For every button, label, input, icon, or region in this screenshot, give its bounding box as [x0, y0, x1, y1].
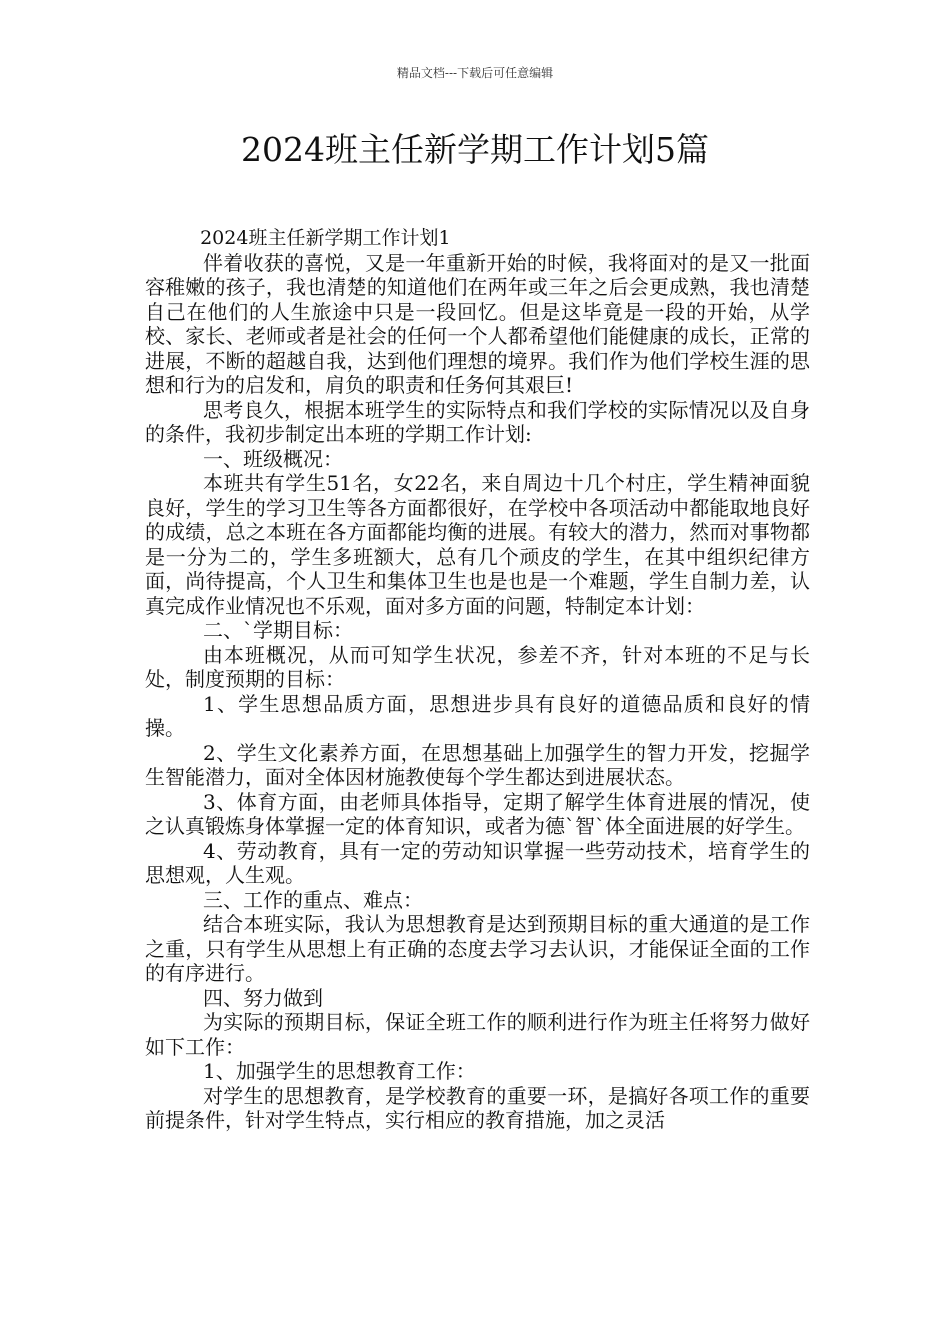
document-title: 2024班主任新学期工作计划5篇 — [241, 130, 709, 169]
list-item: 4、劳动教育，具有一定的劳动知识掌握一些劳动技术，培育学生的思想观，人生观。 — [145, 838, 810, 887]
paragraph: 结合本班实际，我认为思想教育是达到预期目标的重大通道的是工作之重，只有学生从思想上有正确的态度去学习去认识，才能保证全面的工作的有序进行。 — [145, 912, 810, 985]
list-item: 2、学生文化素养方面，在思想基础上加强学生的智力开发，挖掘学生智能潜力，面对全体因材施教使每个学生都达到进展状态。 — [145, 740, 810, 789]
paragraph: 思考良久，根据本班学生的实际特点和我们学校的实际情况以及自身的条件，我初步制定出本班的学期工作计划: — [145, 397, 810, 446]
section-heading: 2024班主任新学期工作计划1 — [200, 227, 451, 249]
paragraph: 为实际的预期目标，保证全班工作的顺利进行作为班主任将努力做好如下工作： — [145, 1010, 810, 1059]
section-heading: 一、班级概况： — [203, 446, 343, 471]
paragraph: 伴着收获的喜悦，又是一年重新开始的时候，我将面对的是又一批面容稚嫩的孩子，我也清楚的知道他们在两年或三年之后会更成熟，我也清楚自己在他们的人生旅途中只是一段回忆。但是这毕竟是一段的开始，从学校、家长、老师或者是社会的任何一个人都希望他们能健康的成长，正常的进展，不断的超越自我，达到他们理想的境界。我们作为他们学校生涯的思想和行为的启发和，肩负的职责和任务何其艰巨! — [145, 250, 810, 397]
list-item: 3、体育方面，由老师具体指导，定期了解学生体育进展的情况，使之认真锻炼身体掌握一定的体育知识，或者为德`智`体全面进展的好学生。 — [145, 789, 810, 838]
paragraph: 由本班概况，从而可知学生状况，参差不齐，针对本班的不足与长处，制度预期的目标： — [145, 642, 810, 691]
list-item: 1、加强学生的思想教育工作： — [203, 1059, 476, 1083]
list-item: 1、学生思想品质方面，思想进步具有良好的道德品质和良好的情操。 — [145, 691, 810, 740]
paragraph: 本班共有学生51名，女22名，来自周边十几个村庄，学生精神面貌良好，学生的学习卫生等各方面都很好，在学校中各项活动中都能取地良好的成绩，总之本班在各方面都能均衡的进展。有较大的潜力，然而对事物都是一分为二的，学生多班额大，总有几个顽皮的学生，在其中组织纪律方面，尚待提高，个人卫生和集体卫生也是也是一个难题，学生自制力差，认真完成作业情况也不乐观，面对多方面的问题，特制定本计划： — [145, 471, 810, 618]
document-body — [145, 226, 810, 1133]
section-heading: 四、努力做到 — [203, 985, 323, 1010]
page-header: 精品文档---下载后可任意编辑 — [396, 66, 554, 80]
section-heading: 三、工作的重点、难点： — [203, 887, 423, 912]
paragraph: 对学生的思想教育，是学校教育的重要一环，是搞好各项工作的重要前提条件，针对学生特点，实行相应的教育措施，加之灵活 — [145, 1083, 810, 1132]
section-heading: 二、`学期目标： — [203, 618, 353, 642]
